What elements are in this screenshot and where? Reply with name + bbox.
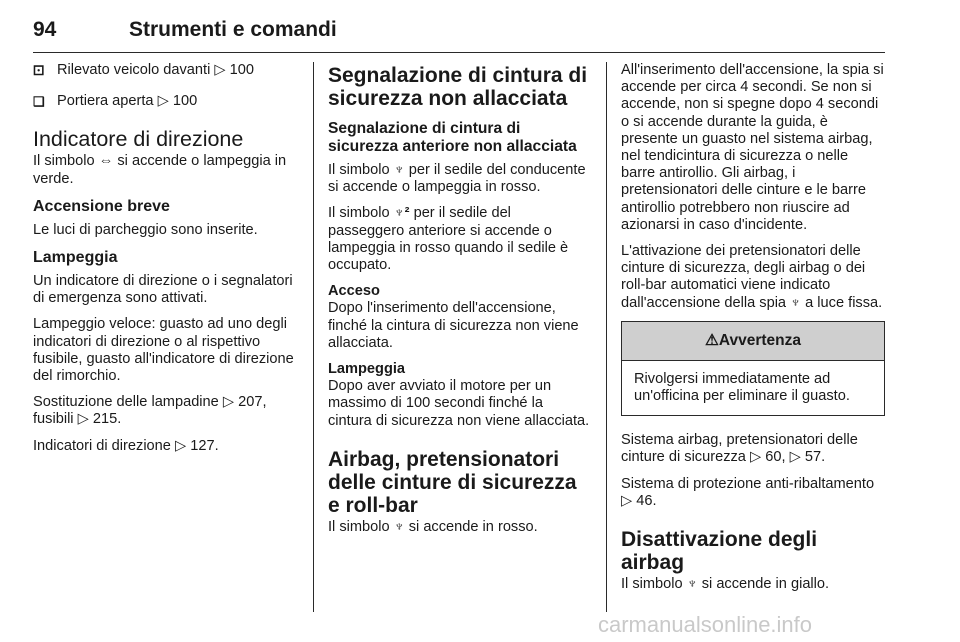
heading-indicatore: Indicatore di direzione [33, 127, 244, 152]
warning-header [622, 322, 884, 361]
paragraph: Sistema airbag, pretensionatori delle cinture di sicurezza ▷ 60, ▷ 57. [621, 432, 858, 466]
paragraph: Sistema di protezione anti-ribaltamento ▷ 46. [621, 475, 875, 509]
column-3 [621, 62, 885, 602]
paragraph: Un indicatore di direzione o i segnalatori di emergenza sono attivati. [33, 273, 293, 307]
car-front-icon: ⚀ [33, 63, 45, 78]
paragraph: Il simbolo ⇔ si accende o lampeggia in verde. [33, 153, 287, 187]
heading-disattivazione: Disattivazione degli airbag [621, 528, 818, 575]
airbag-icon: ♆ [393, 518, 405, 535]
paragraph: Il simbolo ♆ si accende in rosso. [328, 518, 538, 535]
list-item [33, 62, 299, 79]
door-open-icon: ❑ [33, 94, 45, 110]
warning-body: Rivolgersi immediatamente ad un'officina per eliminare il guasto. [634, 370, 850, 405]
item-text: Rilevato veicolo davanti [57, 62, 211, 78]
paragraph: Le luci di parcheggio sono inserite. [33, 221, 258, 238]
column-2 [328, 62, 590, 545]
page-header [33, 12, 885, 53]
heading-lampeggia: Lampeggia [328, 361, 406, 378]
column-1 [33, 62, 299, 464]
heading-segnalazione: Segnalazione di cintura di sicurezza non allacciata [328, 64, 588, 110]
warning-title: Avvertenza [718, 331, 802, 349]
heading-lampeggia: Lampeggia [33, 249, 118, 267]
paragraph: L'attivazione dei pretensionatori delle cinture di sicurezza, degli airbag o dei roll-bar automatici viene indicato dall'accensione della spia ♆ a luce fissa. [621, 243, 883, 311]
paragraph: Sostituzione delle lampadine ▷ 207, fusibili ▷ 215. [33, 394, 267, 428]
airbag-warning-icon: ♆ [790, 294, 802, 311]
heading-accensione: Accensione breve [33, 197, 170, 215]
airbag-off-icon: ♆ [686, 576, 698, 593]
paragraph: Indicatori di direzione ▷ 127. [33, 437, 219, 454]
seatbelt-passenger-icon: ♆² [393, 205, 410, 222]
heading-anteriore: Segnalazione di cintura di sicurezza anteriore non allacciata [328, 120, 577, 155]
heading-airbag: Airbag, pretensionatori delle cinture di sicurezza e roll-bar [328, 447, 577, 517]
seatbelt-icon: ♆ [393, 162, 405, 178]
warning-icon: ⚠ [704, 331, 719, 349]
paragraph: Dopo aver avviato il motore per un massimo di 100 secondi finché la cintura di sicurezza non viene allacciata. [328, 378, 590, 429]
page-ref[interactable]: ▷ 100 [157, 93, 198, 110]
column-divider-2 [606, 62, 607, 612]
paragraph: Dopo l'inserimento dell'accensione, finché la cintura di sicurezza non viene allacciata. [328, 300, 579, 351]
warning-box [621, 321, 885, 416]
page-number: 94 [33, 18, 57, 41]
paragraph: All'inserimento dell'accensione, la spia si accende per circa 4 secondi. Se non si accende, non si spegne dopo 4 secondi o si accende durante la guida, è presente un guasto nel sistema airbag, nel tendicintura di sicurezza o nelle barre antirollio. Gli airbag, i pretensionatori delle cinture e le barre antirollio potrebbero non riuscire ad azionarsi in caso d'incidente. [621, 62, 884, 233]
paragraph: Lampeggio veloce: guasto ad uno degli indicatori di direzione o al rispettivo fusibile, guasto all'indicatore di direzione del rimorchio. [33, 316, 294, 385]
item-text: Portiera aperta [57, 93, 154, 110]
paragraph: Il simbolo ♆² per il sedile del passeggero anteriore si accende o lampeggia in rosso quando il sedile è occupato. [328, 205, 569, 274]
heading-acceso: Acceso [328, 283, 380, 300]
paragraph: Il simbolo ♆ si accende in giallo. [621, 576, 830, 593]
column-divider-1 [313, 62, 314, 612]
page-ref[interactable]: ▷ 100 [214, 62, 255, 78]
paragraph: Il simbolo ♆ per il sedile del conducente si accende o lampeggia in rosso. [328, 162, 586, 196]
section-title: Strumenti e comandi [129, 18, 337, 41]
watermark: carmanualsonline.info [598, 612, 813, 637]
list-item [33, 93, 299, 110]
turn-signal-icon: ⇔ [98, 153, 114, 170]
